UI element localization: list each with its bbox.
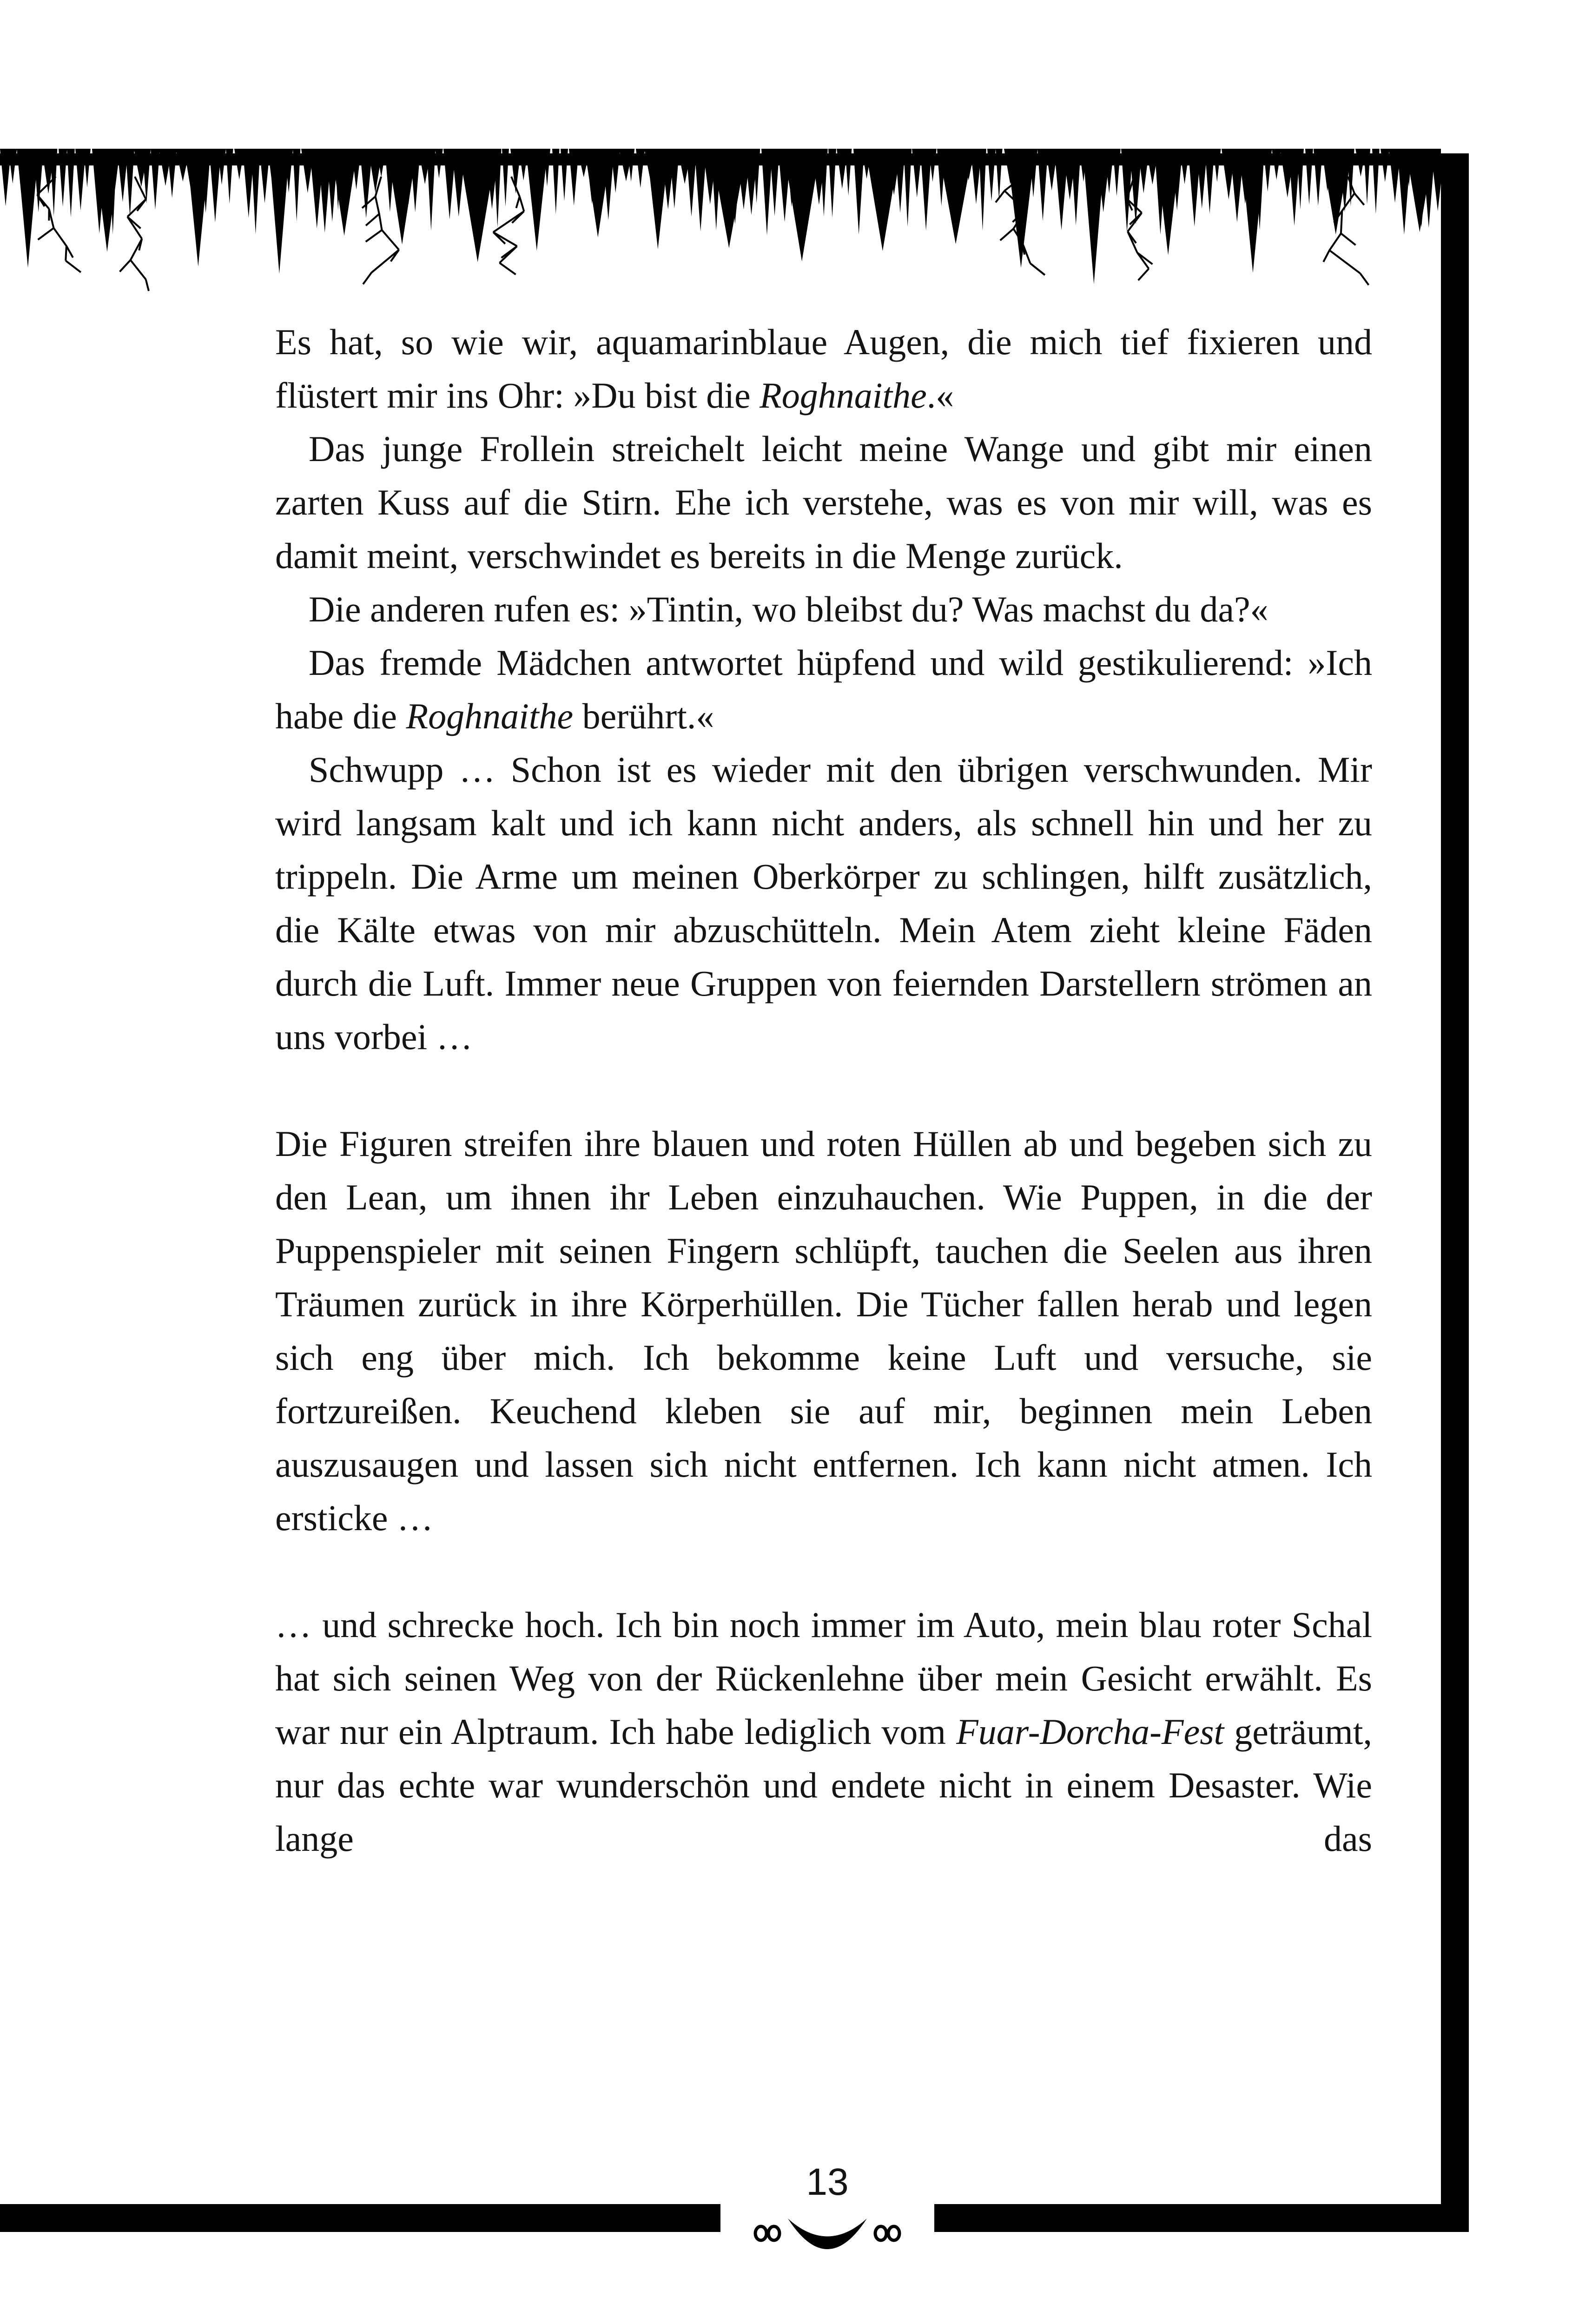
paragraph-7	[275, 1598, 1372, 1865]
text-run: geträumt, nur das echte war wunderschön und endete nicht in einem Desaster. Wie lange das	[275, 1711, 1372, 1859]
text-run: Die anderen rufen es: »Tintin, wo bleibst du? Was machst du da?«	[309, 589, 1268, 629]
paragraph-6	[275, 1117, 1372, 1545]
paragraph-2	[275, 422, 1372, 582]
text-run: Schwupp … Schon ist es wieder mit den übrigen verschwunden. Mir wird langsam kalt und ich kann nicht anders, als schnell hin und her zu trippeln. Die Arme um meinen Oberkörper zu schlingen, hilft zusätzlich, die Kälte etwas von mir abzuschütteln. Mein Atem zieht kleine Fäden durch die Luft. Immer neue Gruppen von feiernden Darstellern strömen an uns vorbei …	[275, 749, 1372, 1057]
paragraph-5	[275, 743, 1372, 1063]
text-run: .«	[926, 375, 954, 416]
text-run: berührt.«	[573, 696, 714, 736]
italic-run: Fuar-Dorcha-Fest	[956, 1711, 1224, 1752]
text-run: Das fremde Mädchen antwortet hüpfend und wild gestikulierend: »Ich habe die	[275, 642, 1372, 736]
paragraph-3	[275, 582, 1372, 636]
text-run: Die Figuren streifen ihre blauen und roten Hüllen ab und begeben sich zu den Lean, um ihnen ihr Leben einzuhauchen. Wie Puppen, in die der Puppenspieler mit seinen Fingern schlüpft, tauchen die Seelen aus ihren Träumen zurück in ihre Körperhüllen. Die Tücher fallen herab und legen sich eng über mich. Ich bekomme keine Luft und versuche, sie fortzureißen. Keuchend kleben sie auf mir, beginnen mein Leben auszusaugen und lassen sich nicht entfernen. Ich kann nicht atmen. Ich ersticke …	[275, 1123, 1372, 1538]
paragraph-1	[275, 315, 1372, 422]
page-frame-right	[1441, 153, 1469, 2232]
crescent-moon-ornament-icon	[732, 2205, 923, 2275]
text-run: Das junge Frollein streichelt leicht meine Wange und gibt mir einen zarten Kuss auf die Stirn. Ehe ich verstehe, was es von mir will, was es damit meint, verschwindet es bereits in die Menge zurück.	[275, 429, 1372, 576]
paragraph-4	[275, 636, 1372, 743]
page-frame-bottom-left	[0, 2204, 720, 2232]
treeline-silhouette	[0, 149, 1441, 284]
forest-treeline-ornament	[0, 149, 1441, 302]
body-text	[275, 315, 1372, 1865]
page-number: 13	[806, 2161, 849, 2203]
italic-run: Roghnaithe	[406, 696, 574, 736]
text-run: … und schrecke hoch. Ich bin noch immer im Auto, mein blau roter Schal hat sich seinen Weg von der Rückenlehne über mein Gesicht erwählt. Es war nur ein Alptraum. Ich habe lediglich vom	[275, 1604, 1372, 1752]
page-frame-bottom-right	[934, 2204, 1469, 2232]
italic-run: Roghnaithe	[760, 375, 927, 416]
text-run: Es hat, so wie wir, aquamarinblaue Augen, die mich tief fixieren und flüstert mir ins Ohr: »Du bist die	[275, 322, 1372, 416]
